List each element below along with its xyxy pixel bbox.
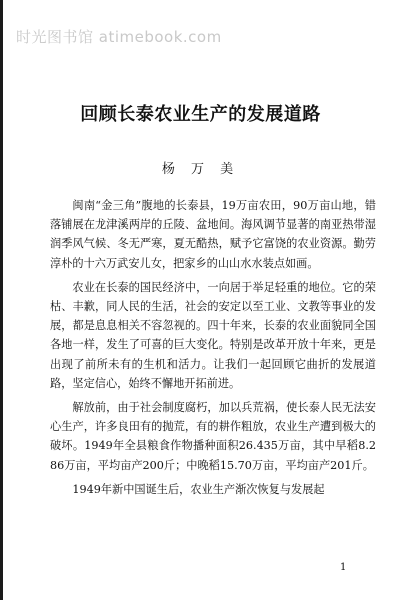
- paragraph: 1949年新中国诞生后，农业生产渐次恢复与发展起: [72, 482, 325, 496]
- paragraph: 农业在长泰的国民经济中，一向居于举足轻重的地位。它的荣枯、丰歉，同人民的生活，社会的安定以至工业、文教等事业的发展，都是息息相关不容忽视的。四十年来，长泰的农业面貌同全国各地一样，发生了可喜的巨大变化。特别是改革开放十年来，更是出现了前所未有的生机和活力。让我们一起回顾它曲折的发展道路，坚定信心，始终不懈地开拓前进。: [50, 280, 376, 390]
- paragraph: 解放前，由于社会制度腐朽，加以兵荒祸，使长泰人民无法安心生产，许多良田有的抛荒，有的耕作粗放，农业生产遭到极大的破坏。1949年全县粮食作物播种面积26.435万亩，其中早稻8.286万亩，平均亩产200斤；中晚稻15.70万亩，平均亩产201斤。: [50, 401, 376, 472]
- author-name: 杨 万 美: [161, 162, 240, 177]
- paragraph: 闽南“金三角”腹地的长泰县，19万亩农田，90万亩山地，错落铺展在龙津溪两岸的丘陵、盆地间。海风调节显著的南亚热带湿润季风气候、冬无严寒，夏无酷热，赋予它富饶的农业资源。勤劳淳朴的十六万武安儿女，把家乡的山山水水装点如画。: [50, 199, 376, 270]
- page-number: 1: [340, 562, 347, 573]
- watermark: 时光图书馆 atimebook.com: [16, 28, 222, 46]
- article-title: 回顾长泰农业生产的发展道路: [80, 104, 321, 125]
- scan-edge: [0, 0, 3, 600]
- article-body: [50, 196, 376, 504]
